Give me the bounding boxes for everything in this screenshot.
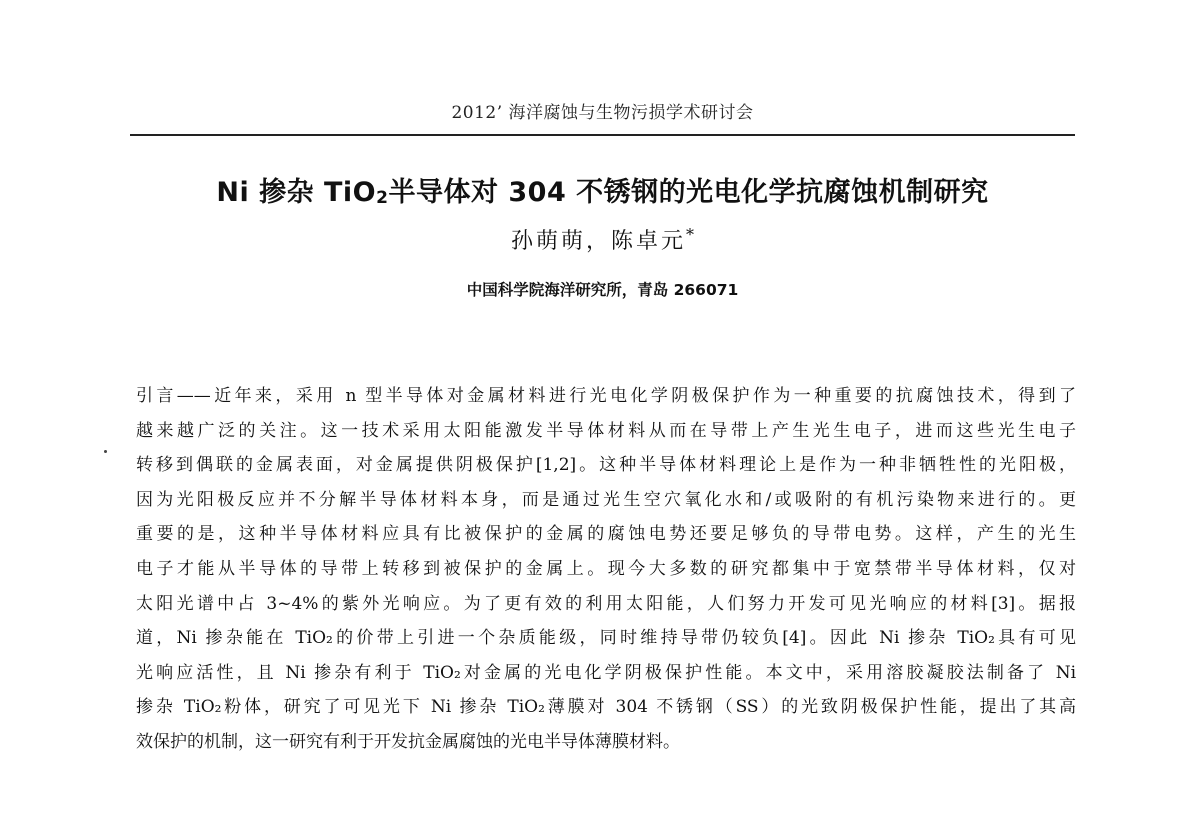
- author-list: [130, 224, 1075, 255]
- title-part-1: Ni 掺杂 TiO: [216, 177, 377, 208]
- paper-title: [130, 170, 1075, 209]
- title-subscript: 2: [376, 188, 389, 208]
- affiliation: 中国科学院海洋研究所，青岛 266071: [466, 281, 739, 299]
- paragraph-line: 重要的是，这种半导体材料应具有比被保护的金属的腐蚀电势还要足够负的导带电势。这样，产生的光生: [136, 524, 1076, 545]
- paragraph-line: 效保护的机制，这一研究有利于开发抗金属腐蚀的光电半导体薄膜材料。: [136, 731, 680, 752]
- scan-speck: [104, 450, 107, 453]
- paragraph-line: 光响应活性，且 Ni 掺杂有利于 TiO₂对金属的光电化学阴极保护性能。本文中，采用溶胶凝胶法制备了 Ni: [136, 662, 1076, 683]
- introduction-paragraph: [136, 382, 1076, 763]
- author-names: 孙萌萌，陈卓元: [510, 229, 686, 254]
- corresponding-author-mark: *: [686, 225, 694, 244]
- title-part-2: 半导体对 304 不锈钢的光电化学抗腐蚀机制研究: [388, 177, 989, 208]
- paragraph-line: 因为光阳极反应并不分解半导体材料本身，而是通过光生空穴氧化水和/或吸附的有机污染物来进行的。更: [136, 489, 1076, 510]
- conference-header: 2012’ 海洋腐蚀与生物污损学术研讨会: [451, 103, 754, 123]
- paragraph-line: 掺杂 TiO₂粉体，研究了可见光下 Ni 掺杂 TiO₂薄膜对 304 不锈钢（SS）的光致阴极保护性能，提出了其高: [136, 697, 1076, 718]
- paragraph-line: 转移到偶联的金属表面，对金属提供阴极保护[1,2]。这种半导体材料理论上是作为一种非牺牲性的光阳极，: [136, 455, 1076, 476]
- paragraph-line: 太阳光谱中占 3~4%的紫外光响应。为了更有效的利用太阳能，人们努力开发可见光响应的材料[3]。据报: [136, 593, 1076, 614]
- paragraph-line: 越来越广泛的关注。这一技术采用太阳能激发半导体材料从而在导带上产生光生电子，进而这些光生电子: [136, 420, 1076, 441]
- paragraph-line: 电子才能从半导体的导带上转移到被保护的金属上。现今大多数的研究都集中于宽禁带半导体材料，仅对: [136, 558, 1076, 579]
- paragraph-line: 引言——近年来，采用 n 型半导体对金属材料进行光电化学阴极保护作为一种重要的抗腐蚀技术，得到了: [136, 386, 1076, 406]
- header-rule: [130, 134, 1075, 136]
- paragraph-line: 道，Ni 掺杂能在 TiO₂的价带上引进一个杂质能级，同时维持导带仍较负[4]。因此 Ni 掺杂 TiO₂具有可见: [136, 628, 1076, 649]
